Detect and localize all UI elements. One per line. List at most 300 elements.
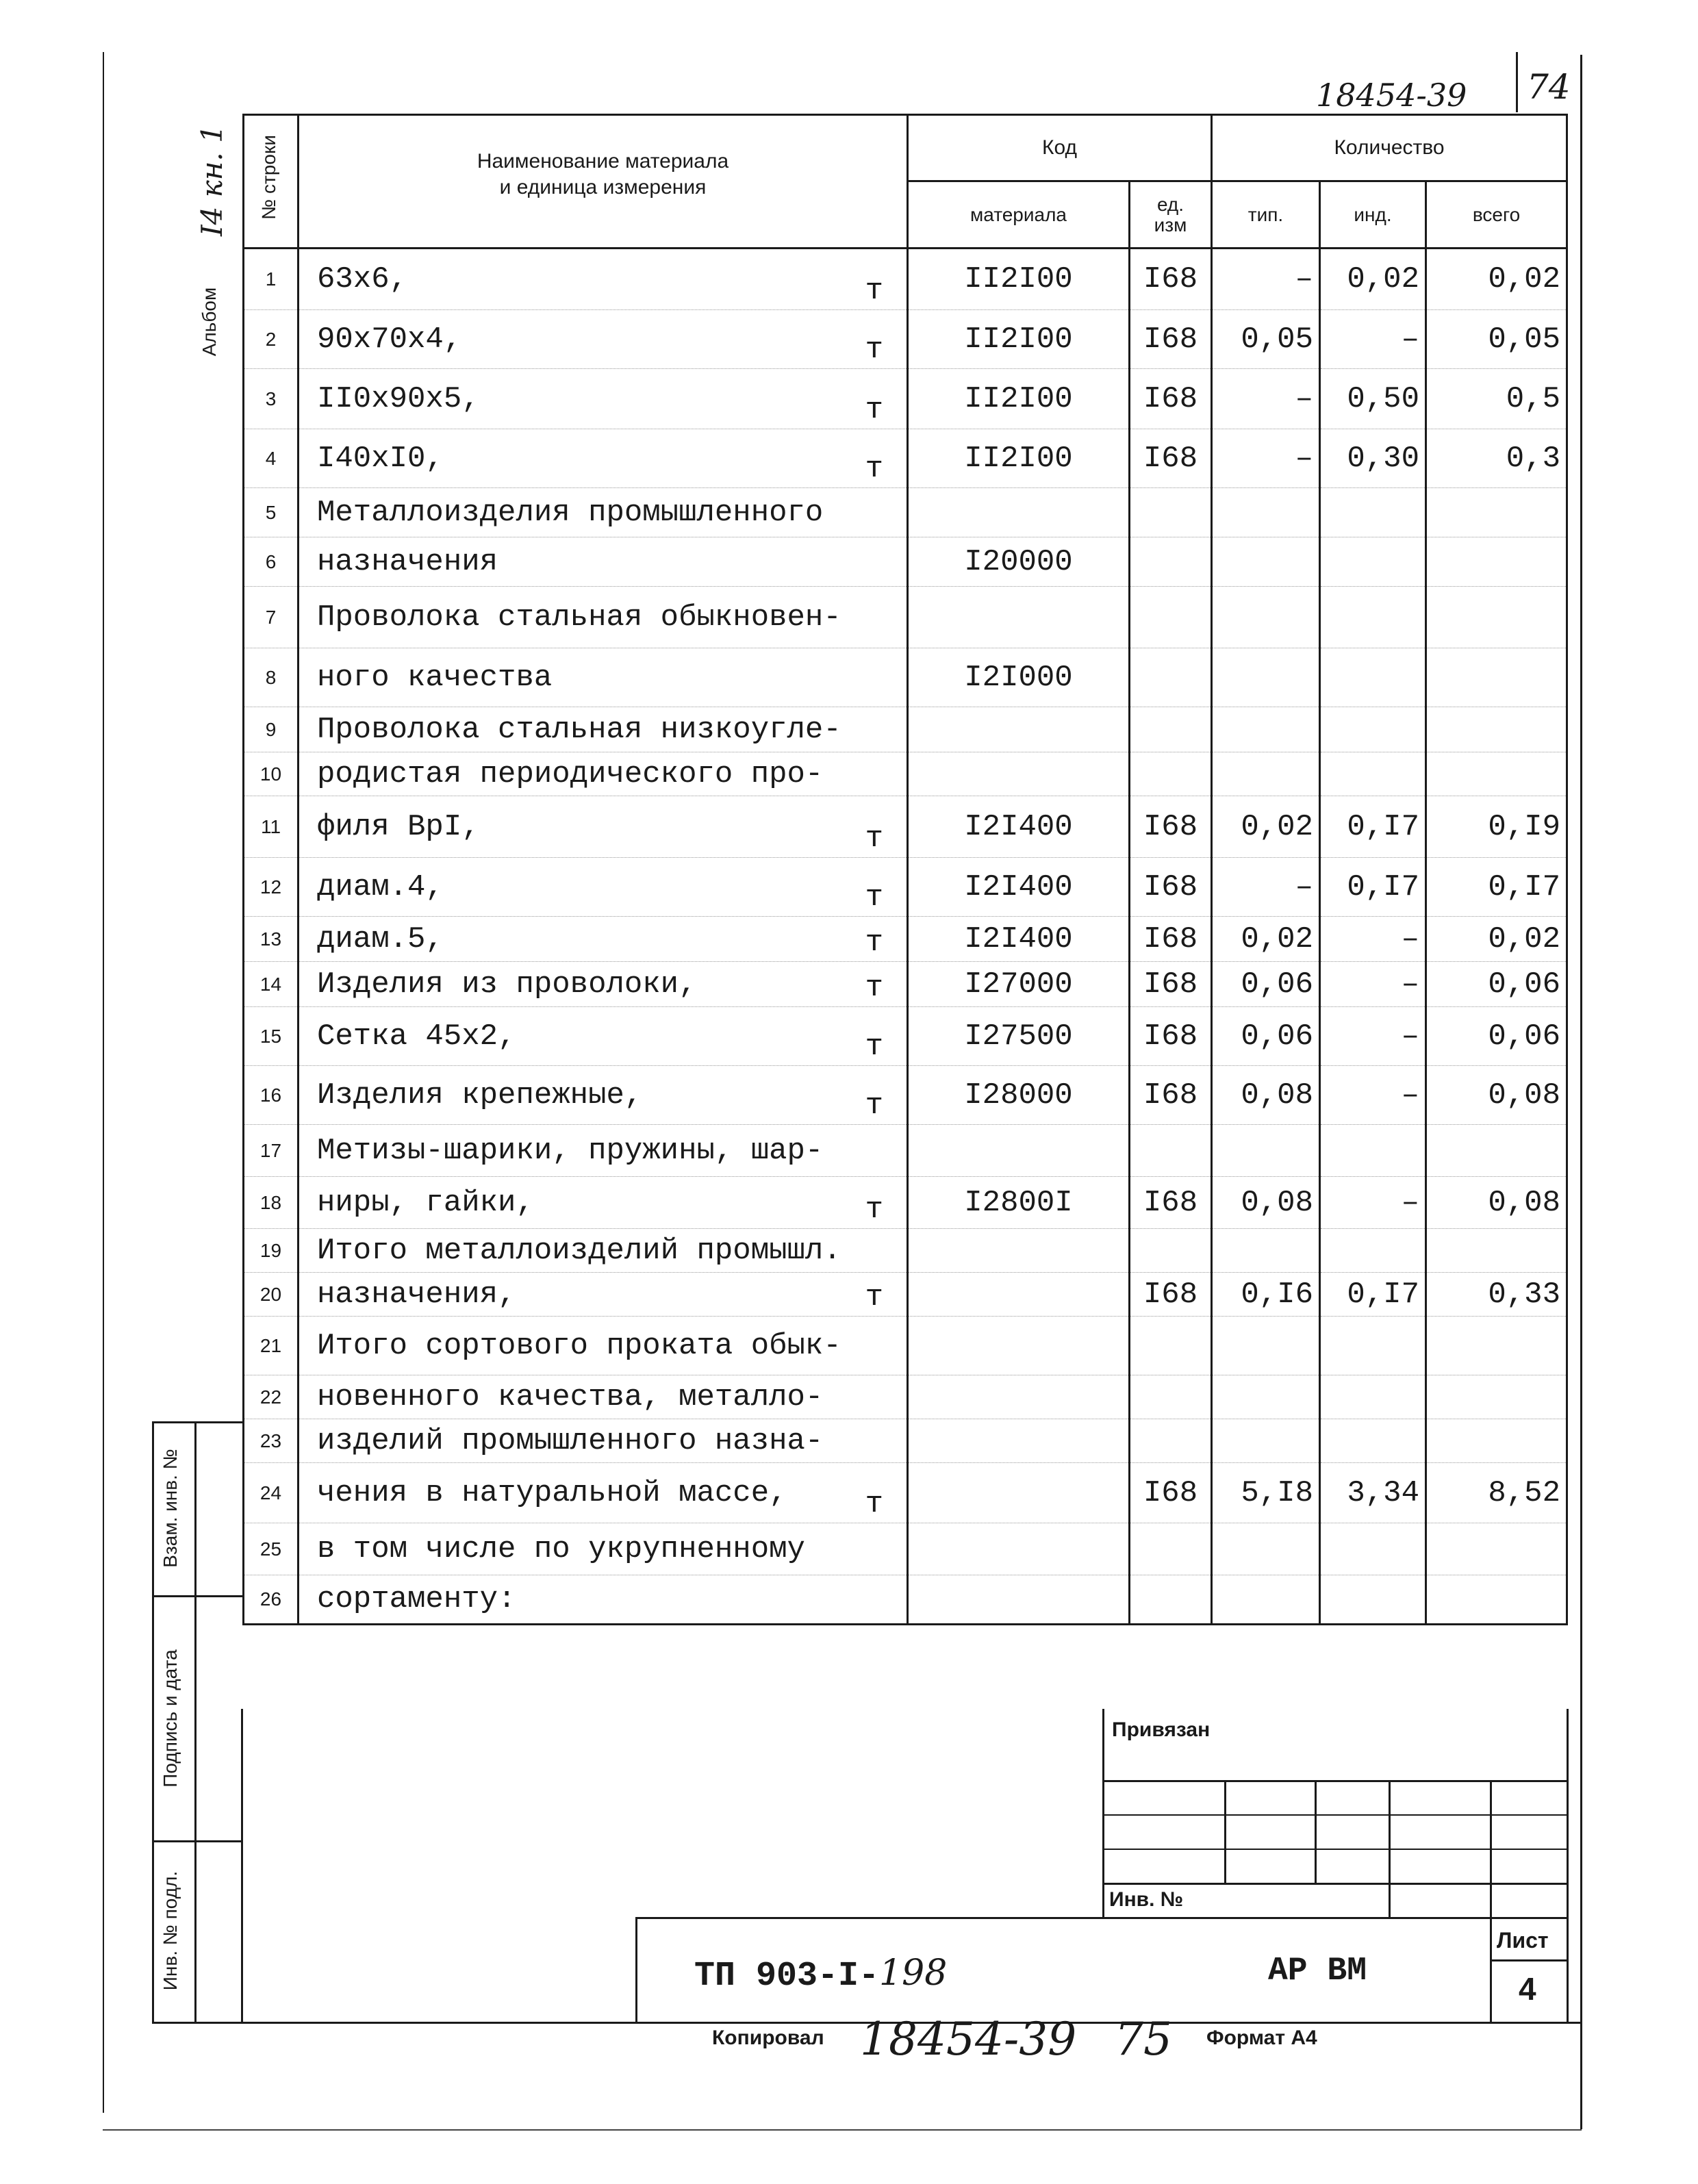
unit-label: т <box>865 393 883 427</box>
qty-type-cell <box>1212 1419 1320 1463</box>
qty-ind-cell <box>1320 488 1426 537</box>
row-number-cell: 6 <box>244 537 299 587</box>
unit-code-cell <box>1130 1575 1212 1625</box>
qty-ind-cell: 0,30 <box>1320 429 1426 488</box>
material-name: новенного качества, металло- <box>317 1380 824 1414</box>
qty-ind-cell: – <box>1320 1007 1426 1066</box>
qty-type-cell: 0,06 <box>1212 1007 1320 1066</box>
row-number-cell: 15 <box>244 1007 299 1066</box>
qty-type-cell: 5,I8 <box>1212 1463 1320 1523</box>
qty-ind-cell <box>1320 1125 1426 1177</box>
unit-label: т <box>865 1030 883 1064</box>
qty-type-cell: 0,I6 <box>1212 1273 1320 1317</box>
qty-total-cell: 0,08 <box>1426 1177 1567 1229</box>
header-row-no-cell <box>244 115 299 249</box>
row-number-cell: 19 <box>244 1229 299 1273</box>
qty-total-cell <box>1426 752 1567 796</box>
unit-code-cell <box>1130 1317 1212 1375</box>
material-name-cell <box>299 1575 908 1625</box>
qty-total-cell <box>1426 1317 1567 1375</box>
material-name: Проволока стальная низкоугле- <box>317 712 841 747</box>
material-name: диам.5, <box>317 922 444 956</box>
unit-code-cell: I68 <box>1130 962 1212 1007</box>
qty-ind-cell: 0,I7 <box>1320 796 1426 858</box>
material-name-cell <box>299 488 908 537</box>
row-number-cell: 4 <box>244 429 299 488</box>
unit-code-cell: I68 <box>1130 369 1212 429</box>
qty-type-cell: 0,06 <box>1212 962 1320 1007</box>
list-value: 4 <box>1519 1971 1536 2007</box>
qty-type-cell: – <box>1212 429 1320 488</box>
row-number-cell: 20 <box>244 1273 299 1317</box>
side-stamp-top <box>152 1421 242 1423</box>
material-name-cell <box>299 429 908 488</box>
material-name: назначения <box>317 544 498 579</box>
table-row <box>244 1007 1567 1066</box>
material-name: Изделия из проволоки, <box>317 967 697 1002</box>
table-row <box>244 587 1567 648</box>
unit-code-cell <box>1130 707 1212 752</box>
unit-label: т <box>865 971 883 1005</box>
qty-ind-cell <box>1320 1419 1426 1463</box>
row-number-cell: 14 <box>244 962 299 1007</box>
qty-ind-cell: – <box>1320 1066 1426 1125</box>
qty-ind-cell: – <box>1320 310 1426 369</box>
stamp-right-border <box>1567 1709 1569 2024</box>
side-stamp-left <box>152 1421 154 2024</box>
unit-code-cell: I68 <box>1130 1273 1212 1317</box>
material-code-cell <box>908 1229 1130 1273</box>
unit-label: т <box>865 1487 883 1521</box>
row-number-cell: 3 <box>244 369 299 429</box>
privyazan-v4 <box>1490 1780 1492 1917</box>
material-name: I40xI0, <box>317 441 444 476</box>
list-divider <box>1490 1959 1568 1961</box>
qty-total-cell: 0,5 <box>1426 369 1567 429</box>
privyazan-left <box>1102 1709 1104 1918</box>
material-code-cell <box>908 1375 1130 1419</box>
row-number-cell: 25 <box>244 1523 299 1575</box>
row-number-cell: 1 <box>244 249 299 310</box>
material-name-cell <box>299 369 908 429</box>
table-row <box>244 537 1567 587</box>
unit-label: т <box>865 1193 883 1227</box>
table-row <box>244 1066 1567 1125</box>
title-left <box>635 1917 637 2022</box>
qty-ind-cell: 0,02 <box>1320 249 1426 310</box>
unit-label: т <box>865 1089 883 1123</box>
qty-total-cell <box>1426 1375 1567 1419</box>
material-name-cell <box>299 707 908 752</box>
footer-hand-page: 75 <box>1115 2013 1172 2066</box>
material-name-cell <box>299 648 908 707</box>
privyazan-h4 <box>1102 1883 1568 1885</box>
row-number-cell: 23 <box>244 1419 299 1463</box>
page-number-top: 74 <box>1527 67 1571 107</box>
album-id: I4 кн. 1 <box>195 125 229 236</box>
row-number-cell: 8 <box>244 648 299 707</box>
table-row <box>244 1273 1567 1317</box>
unit-code-cell: I68 <box>1130 310 1212 369</box>
table-row <box>244 648 1567 707</box>
material-name-cell <box>299 1523 908 1575</box>
qty-total-cell <box>1426 587 1567 648</box>
material-name-cell <box>299 1177 908 1229</box>
material-name: 90x70x4, <box>317 322 462 357</box>
material-name: в том числе по укрупненному <box>317 1532 805 1566</box>
table-row <box>244 310 1567 369</box>
material-code-cell: I2I000 <box>908 648 1130 707</box>
unit-code-cell <box>1130 1375 1212 1419</box>
qty-total-cell: 0,02 <box>1426 249 1567 310</box>
material-code-cell <box>908 1523 1130 1575</box>
privyazan-h1 <box>1102 1780 1568 1782</box>
material-name-cell <box>299 752 908 796</box>
material-name: II0x90x5, <box>317 381 480 416</box>
row-number-cell: 24 <box>244 1463 299 1523</box>
unit-code-cell <box>1130 1523 1212 1575</box>
unit-code-cell: I68 <box>1130 1463 1212 1523</box>
qty-type-cell <box>1212 488 1320 537</box>
qty-type-cell <box>1212 648 1320 707</box>
material-code-cell <box>908 707 1130 752</box>
material-name-cell <box>299 1066 908 1125</box>
unit-code-cell <box>1130 1125 1212 1177</box>
qty-type-cell: – <box>1212 369 1320 429</box>
material-name-cell <box>299 1419 908 1463</box>
material-name: Проволока стальная обыкновен- <box>317 600 841 635</box>
qty-total-cell: 0,02 <box>1426 917 1567 962</box>
unit-label: т <box>865 274 883 308</box>
album-label: Альбом <box>199 287 220 357</box>
material-name-cell <box>299 310 908 369</box>
table-row <box>244 858 1567 917</box>
tp-code-hand: 198 <box>879 1953 948 1994</box>
material-name: Итого сортового проката обык- <box>317 1328 841 1363</box>
material-code-cell <box>908 1273 1130 1317</box>
material-name-cell <box>299 587 908 648</box>
side-stamp-bottom <box>152 2022 242 2024</box>
material-name-cell <box>299 1125 908 1177</box>
material-name: чения в натуральной массе, <box>317 1475 787 1510</box>
qty-type-cell <box>1212 1317 1320 1375</box>
footer-hand-number: 18454-39 <box>860 2013 1077 2066</box>
row-number-cell: 13 <box>244 917 299 962</box>
material-name: Сетка 45x2, <box>317 1019 516 1054</box>
qty-total-cell <box>1426 537 1567 587</box>
material-code-cell <box>908 1575 1130 1625</box>
title-right-divider <box>1490 1917 1492 2022</box>
row-number-cell: 22 <box>244 1375 299 1419</box>
header-qty-type: тип. <box>1212 181 1320 249</box>
side-label-vzam: Взам. инв. № <box>160 1449 181 1568</box>
unit-code-cell: I68 <box>1130 917 1212 962</box>
material-name: филя BpI, <box>317 809 480 844</box>
material-code-cell <box>908 587 1130 648</box>
unit-code-cell: I68 <box>1130 249 1212 310</box>
material-name-cell <box>299 1317 908 1375</box>
title-top <box>635 1917 1568 1919</box>
qty-ind-cell: 0,50 <box>1320 369 1426 429</box>
material-code-cell <box>908 1317 1130 1375</box>
unit-code-cell <box>1130 1229 1212 1273</box>
qty-ind-cell <box>1320 648 1426 707</box>
table-row <box>244 1125 1567 1177</box>
qty-ind-cell <box>1320 1375 1426 1419</box>
frame-left-line <box>103 52 104 2113</box>
material-code-cell: II2I00 <box>908 249 1130 310</box>
material-name: родистая периодического про- <box>317 757 824 791</box>
material-name: назначения, <box>317 1277 516 1312</box>
material-name: изделий промышленного назна- <box>317 1423 824 1458</box>
header-name: Наименование материала и единица измерения <box>477 150 729 199</box>
ar-bm-label: АР ВМ <box>1268 1953 1367 1990</box>
qty-type-cell <box>1212 1575 1320 1625</box>
qty-total-cell <box>1426 1575 1567 1625</box>
material-code-cell: I27000 <box>908 962 1130 1007</box>
table-row <box>244 488 1567 537</box>
qty-ind-cell <box>1320 1523 1426 1575</box>
kopiroval-label: Копировал <box>712 2027 824 2049</box>
unit-code-cell: I68 <box>1130 429 1212 488</box>
list-label: Лист <box>1497 1928 1549 1953</box>
qty-total-cell: 0,3 <box>1426 429 1567 488</box>
unit-code-cell <box>1130 648 1212 707</box>
unit-code-cell <box>1130 1419 1212 1463</box>
qty-ind-cell <box>1320 1229 1426 1273</box>
material-name-cell <box>299 1375 908 1419</box>
stamp-left-border <box>241 1709 243 2024</box>
material-code-cell <box>908 1419 1130 1463</box>
table-row <box>244 1375 1567 1419</box>
qty-total-cell: 0,I9 <box>1426 796 1567 858</box>
material-name: диам.4, <box>317 869 444 904</box>
side-stamp-div2 <box>152 1840 242 1842</box>
header-code-unit: ед. изм <box>1130 181 1212 249</box>
material-code-cell <box>908 1463 1130 1523</box>
qty-type-cell <box>1212 1229 1320 1273</box>
qty-total-cell <box>1426 488 1567 537</box>
material-name: ниры, гайки, <box>317 1185 534 1220</box>
material-code-cell: I20000 <box>908 537 1130 587</box>
material-name-cell <box>299 1229 908 1273</box>
qty-ind-cell: 3,34 <box>1320 1463 1426 1523</box>
table-row <box>244 1229 1567 1273</box>
header-qty-ind: инд. <box>1320 181 1426 249</box>
row-number-cell: 5 <box>244 488 299 537</box>
header-row-no: № строки <box>258 135 279 220</box>
material-code-cell: I2800I <box>908 1177 1130 1229</box>
row-number-cell: 18 <box>244 1177 299 1229</box>
header-code-material: материала <box>908 181 1130 249</box>
qty-type-cell <box>1212 752 1320 796</box>
qty-type-cell: – <box>1212 249 1320 310</box>
material-name-cell <box>299 249 908 310</box>
qty-ind-cell <box>1320 1575 1426 1625</box>
qty-total-cell: 8,52 <box>1426 1463 1567 1523</box>
unit-label: т <box>865 822 883 856</box>
qty-type-cell <box>1212 1125 1320 1177</box>
material-name: Метизы-шарики, пружины, шар- <box>317 1133 824 1168</box>
material-name-cell <box>299 962 908 1007</box>
qty-ind-cell <box>1320 537 1426 587</box>
side-stamp-inner <box>194 1421 197 2024</box>
qty-ind-cell: 0,I7 <box>1320 1273 1426 1317</box>
table-row <box>244 796 1567 858</box>
unit-code-cell: I68 <box>1130 1007 1212 1066</box>
header-quantity: Количество <box>1212 115 1567 181</box>
unit-code-cell <box>1130 488 1212 537</box>
unit-code-cell: I68 <box>1130 858 1212 917</box>
header-code: Код <box>908 115 1212 181</box>
material-name-cell <box>299 917 908 962</box>
material-name: сортаменту: <box>317 1582 516 1616</box>
material-name-cell <box>299 796 908 858</box>
qty-total-cell: 0,05 <box>1426 310 1567 369</box>
qty-total-cell <box>1426 1229 1567 1273</box>
row-number-cell: 16 <box>244 1066 299 1125</box>
material-code-cell <box>908 1125 1130 1177</box>
unit-code-cell: I68 <box>1130 1177 1212 1229</box>
qty-total-cell: 0,08 <box>1426 1066 1567 1125</box>
unit-label: т <box>865 452 883 486</box>
frame-right-line <box>1580 55 1582 2129</box>
unit-label: т <box>865 333 883 367</box>
material-name-cell <box>299 858 908 917</box>
qty-type-cell <box>1212 707 1320 752</box>
qty-ind-cell <box>1320 752 1426 796</box>
unit-code-cell <box>1130 752 1212 796</box>
table-row <box>244 917 1567 962</box>
table-row <box>244 1523 1567 1575</box>
unit-label: т <box>865 1280 883 1315</box>
row-number-cell: 10 <box>244 752 299 796</box>
qty-total-cell <box>1426 1125 1567 1177</box>
table-row <box>244 249 1567 310</box>
table-row <box>244 752 1567 796</box>
qty-total-cell <box>1426 1523 1567 1575</box>
table-row <box>244 1575 1567 1625</box>
table-row <box>244 1177 1567 1229</box>
privyazan-h3 <box>1102 1849 1568 1850</box>
qty-total-cell: 0,06 <box>1426 962 1567 1007</box>
inv-no-label: Инв. № <box>1109 1888 1184 1911</box>
qty-type-cell: – <box>1212 858 1320 917</box>
qty-ind-cell <box>1320 1317 1426 1375</box>
side-label-inv-podl: Инв. № подл. <box>160 1870 181 1991</box>
material-code-cell: II2I00 <box>908 310 1130 369</box>
header-name-cell <box>299 115 908 249</box>
privyazan-v3 <box>1389 1780 1391 1917</box>
qty-type-cell: 0,05 <box>1212 310 1320 369</box>
table-row <box>244 1463 1567 1523</box>
material-name: Изделия крепежные, <box>317 1078 643 1113</box>
row-number-cell: 7 <box>244 587 299 648</box>
material-name-cell <box>299 537 908 587</box>
material-code-cell: I2I400 <box>908 796 1130 858</box>
table-row <box>244 707 1567 752</box>
materials-table <box>242 114 1568 1625</box>
row-number-cell: 17 <box>244 1125 299 1177</box>
qty-type-cell: 0,08 <box>1212 1066 1320 1125</box>
qty-type-cell: 0,02 <box>1212 796 1320 858</box>
qty-total-cell: 0,33 <box>1426 1273 1567 1317</box>
privyazan-v1 <box>1224 1780 1226 1884</box>
row-number-cell: 9 <box>244 707 299 752</box>
material-code-cell: I2I400 <box>908 917 1130 962</box>
unit-code-cell <box>1130 587 1212 648</box>
row-number-cell: 21 <box>244 1317 299 1375</box>
material-name: Итого металлоизделий промышл. <box>317 1233 841 1268</box>
row-number-cell: 26 <box>244 1575 299 1625</box>
privyazan-h2 <box>1102 1814 1568 1816</box>
qty-ind-cell: – <box>1320 962 1426 1007</box>
material-code-cell: II2I00 <box>908 429 1130 488</box>
qty-type-cell <box>1212 537 1320 587</box>
table-row <box>244 429 1567 488</box>
unit-label: т <box>865 880 883 915</box>
row-number-cell: 12 <box>244 858 299 917</box>
format-label: Формат А4 <box>1206 2027 1317 2049</box>
tp-code-print: ТП 903-I- <box>694 1957 880 1996</box>
doc-number-top: 18454-39 <box>1316 77 1467 114</box>
unit-label: т <box>865 926 883 960</box>
material-code-cell <box>908 752 1130 796</box>
qty-ind-cell: 0,I7 <box>1320 858 1426 917</box>
material-code-cell <box>908 488 1130 537</box>
qty-type-cell: 0,08 <box>1212 1177 1320 1229</box>
table-row <box>244 962 1567 1007</box>
header-qty-total: всего <box>1426 181 1567 249</box>
qty-type-cell <box>1212 587 1320 648</box>
qty-total-cell <box>1426 1419 1567 1463</box>
side-stamp-div1 <box>152 1595 242 1597</box>
material-name-cell <box>299 1463 908 1523</box>
table-row <box>244 1317 1567 1375</box>
qty-total-cell: 0,06 <box>1426 1007 1567 1066</box>
table-row <box>244 369 1567 429</box>
material-name: ного качества <box>317 660 553 695</box>
material-code-cell: I28000 <box>908 1066 1130 1125</box>
table-row <box>244 1419 1567 1463</box>
tp-code <box>694 1953 947 1996</box>
side-label-podpis: Подпись и дата <box>160 1649 181 1788</box>
row-number-cell: 2 <box>244 310 299 369</box>
qty-total-cell: 0,I7 <box>1426 858 1567 917</box>
qty-ind-cell: – <box>1320 1177 1426 1229</box>
qty-ind-cell <box>1320 707 1426 752</box>
qty-ind-cell <box>1320 587 1426 648</box>
qty-type-cell <box>1212 1523 1320 1575</box>
frame-top-divider <box>1516 52 1518 112</box>
qty-total-cell <box>1426 707 1567 752</box>
material-name-cell <box>299 1007 908 1066</box>
qty-total-cell <box>1426 648 1567 707</box>
qty-type-cell <box>1212 1375 1320 1419</box>
material-code-cell: I2I400 <box>908 858 1130 917</box>
privyazan-v2 <box>1315 1780 1317 1884</box>
unit-code-cell: I68 <box>1130 796 1212 858</box>
unit-code-cell: I68 <box>1130 1066 1212 1125</box>
qty-type-cell: 0,02 <box>1212 917 1320 962</box>
qty-ind-cell: – <box>1320 917 1426 962</box>
material-code-cell: II2I00 <box>908 369 1130 429</box>
material-name-cell <box>299 1273 908 1317</box>
material-name: Металлоизделия промышленного <box>317 495 824 530</box>
privyazan-label: Привязан <box>1112 1718 1211 1741</box>
frame-bottom-line <box>103 2129 1582 2131</box>
unit-code-cell <box>1130 537 1212 587</box>
